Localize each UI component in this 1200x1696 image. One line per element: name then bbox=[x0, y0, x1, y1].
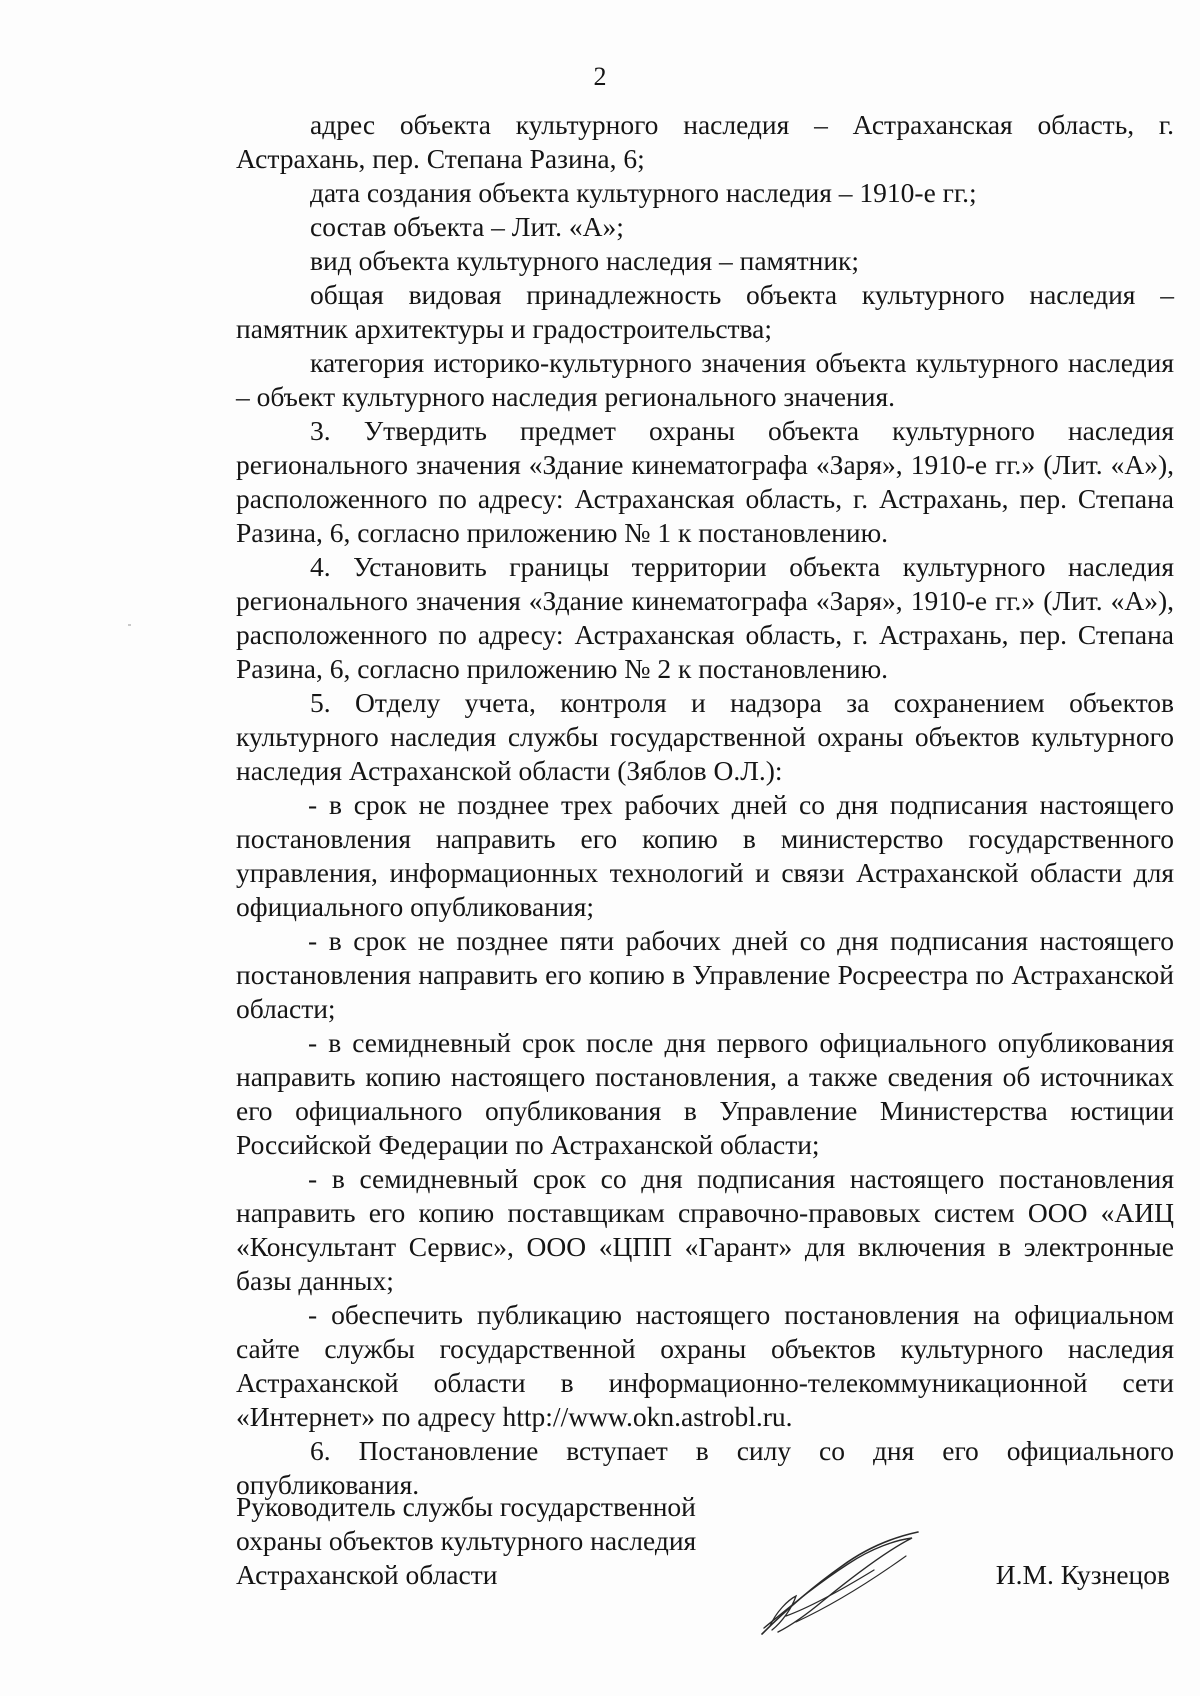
paragraph-item-4: 4. Установить границы территории объекта культурного наследия регионального значения «Здание кинематографа «Заря», 1910-е гг.» (Лит. «А»), расположенного по адресу: Астраханская область, г. Астрахань, пер. Степана Разина, 6, согласно приложению № 2 к постановлению. bbox=[236, 551, 1174, 684]
signatory-title-line-3: Астраханской области bbox=[236, 1559, 498, 1590]
signatory-title-line-1: Руководитель службы государственной bbox=[236, 1491, 696, 1522]
signatory-name: И.М. Кузнецов bbox=[995, 1559, 1170, 1590]
signature-block bbox=[236, 1490, 1174, 1650]
paragraph-object-composition: состав объекта – Лит. «А»; bbox=[310, 211, 624, 242]
document-body bbox=[236, 108, 1174, 1502]
paragraph-creation-date: дата создания объекта культурного наследия – 1910-е гг.; bbox=[310, 177, 977, 208]
paragraph-subitem-justice: - в семидневный срок после дня первого официального опубликования направить копию настоящего постановления, а также сведения об источниках его официального опубликования в Управление Министерства юстиции Российской Федерации по Астраханской области; bbox=[236, 1027, 1174, 1160]
paragraph-item-5: 5. Отделу учета, контроля и надзора за сохранением объектов культурного наследия службы государственной охраны объектов культурного наследия Астраханской области (Зяблов О.Л.): bbox=[236, 687, 1174, 786]
paragraph-subitem-publication: - обеспечить публикацию настоящего постановления на официальном сайте службы государственной охраны объектов культурного наследия Астраханской области в информационно-телекоммуникационной сети «Интернет» по адресу http://www.okn.astrobl.ru. bbox=[236, 1299, 1174, 1432]
paragraph-item-3: 3. Утвердить предмет охраны объекта культурного наследия регионального значения «Здание кинематографа «Заря», 1910-е гг.» (Лит. «А»), расположенного по адресу: Астраханская область, г. Астрахань, пер. Степана Разина, 6, согласно приложению № 1 к постановлению. bbox=[236, 415, 1174, 548]
handwritten-signature bbox=[756, 1530, 926, 1640]
paragraph-subitem-ministry: - в срок не позднее трех рабочих дней со дня подписания настоящего постановления направить его копию в министерство государственного управления, информационных технологий и связи Астраханской области для официального опубликования; bbox=[236, 789, 1174, 922]
paragraph-object-address: адрес объекта культурного наследия – Астраханская область, г. Астрахань, пер. Степана Разина, 6; bbox=[236, 109, 1174, 174]
paragraph-subitem-legal-systems: - в семидневный срок со дня подписания настоящего постановления направить его копию поставщикам справочно-правовых систем ООО «АИЦ «Консультант Сервис», ООО «ЦПП «Гарант» для включения в электронные базы данных; bbox=[236, 1163, 1174, 1296]
signatory-title bbox=[236, 1490, 756, 1592]
paragraph-object-type: вид объекта культурного наследия – памятник; bbox=[310, 245, 860, 276]
paragraph-item-6: 6. Постановление вступает в силу со дня его официального опубликования. bbox=[236, 1435, 1174, 1500]
paragraph-subitem-rosreestr: - в срок не позднее пяти рабочих дней со дня подписания настоящего постановления направить его копию в Управление Росреестра по Астраханской области; bbox=[236, 925, 1174, 1024]
page-number: 2 bbox=[593, 62, 607, 91]
scan-artifact bbox=[128, 624, 131, 626]
signatory-title-line-2: охраны объектов культурного наследия bbox=[236, 1525, 697, 1556]
paragraph-significance-category: категория историко-культурного значения объекта культурного наследия – объект культурного наследия регионального значения. bbox=[236, 347, 1174, 412]
paragraph-general-affiliation: общая видовая принадлежность объекта культурного наследия – памятник архитектуры и градостроительства; bbox=[236, 279, 1174, 344]
